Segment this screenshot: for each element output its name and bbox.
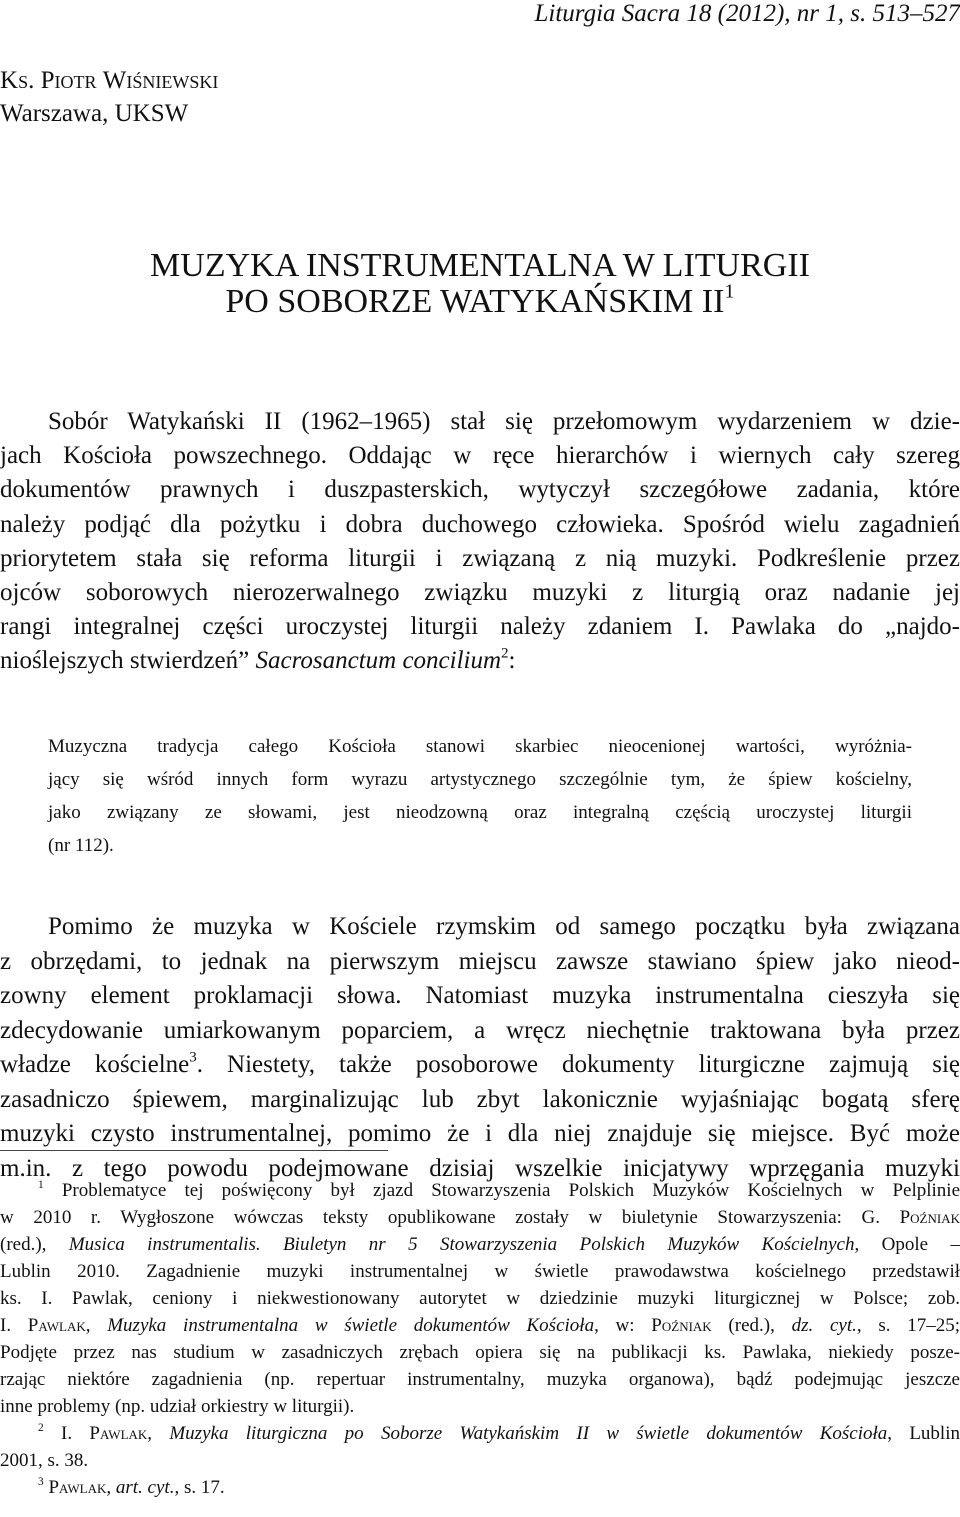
- text-segment: Sobór Watykański II (1962–1965) stał się przełomowym wydarzeniem w dzie-: [48, 408, 960, 435]
- text-segment: władze kościelne: [0, 1051, 190, 1078]
- text-segment: ,: [106, 1477, 116, 1498]
- text-segment: ojców soborowych nierozerwalnego związku muzyki z liturgią oraz nadanie jej: [0, 579, 960, 607]
- text-segment: zasadniczo śpiewem, marginalizując lub zbyt lakonicznie wyjaśniając bogatą sferę: [0, 1085, 960, 1113]
- footnotes: [0, 1177, 960, 1501]
- text-segment: (red.),: [711, 1315, 792, 1336]
- text-line: [0, 473, 960, 507]
- text-segment: w 2010 r. Wygłoszone wówczas teksty opublikowane zostały w biuletynie Stowarzyszenia: G. P: [0, 1207, 911, 1228]
- block-quote: [48, 730, 912, 862]
- text-segment: jako związany ze słowami, jest nieodzowną oraz integralną częścią uroczystej liturgii: [48, 802, 912, 823]
- text-line: [0, 1312, 960, 1339]
- text-segment: m.in. z tego powodu podejmowane dzisiaj wszelkie inicjatywy wprzęgania muzyki: [0, 1154, 960, 1182]
- text-line: [0, 1366, 960, 1393]
- text-segment: nioślejszych stwierdzeń”: [0, 647, 256, 675]
- text-segment: (nr 112).: [48, 835, 114, 856]
- text-line: [48, 763, 912, 796]
- footnote-ref: 1: [38, 1179, 44, 1192]
- text-segment: , w: P: [594, 1315, 662, 1336]
- footnote-ref: 1: [724, 280, 735, 303]
- text-segment: priorytetem stała się reforma liturgii i związaną z nią muzyki. Podkreślenie przez: [0, 544, 960, 572]
- footnote-ref: 2: [501, 645, 509, 662]
- text-line: [0, 576, 960, 610]
- text-line: [0, 1117, 960, 1152]
- text-segment: art. cyt.: [115, 1477, 175, 1498]
- text-segment: awlak: [59, 1477, 107, 1498]
- text-segment: , s. 17.: [174, 1477, 225, 1498]
- author-affiliation: Warszawa, UKSW: [0, 100, 189, 127]
- text-segment: s.: [18, 67, 41, 94]
- text-segment: ks. I. Pawlak, ceniony i niekwestionowany autorytet w dziedzinie muzyki liturgicznej w Polsce; zob.: [0, 1288, 960, 1309]
- text-segment: Podjęte przez nas studium w zasadniczych zrębach opiera się na publikacji ks. Pawlaka, niekiedy posze-: [0, 1342, 960, 1363]
- text-segment: należy podjąć dla pożytku i dobra duchowego człowieka. Spośród wielu zagadnień: [0, 510, 960, 538]
- text-line: [0, 1285, 960, 1312]
- text-segment: 2001, s. 38.: [0, 1450, 89, 1471]
- text-segment: K: [0, 67, 19, 94]
- text-segment: Sacrosanctum concilium: [255, 647, 502, 675]
- text-segment: (red.),: [0, 1234, 69, 1255]
- text-segment: :: [508, 647, 516, 675]
- text-segment: I. P: [0, 1315, 39, 1336]
- text-line: [0, 1177, 960, 1204]
- text-segment: inne problemy (np. udział orkiestry w liturgii).: [0, 1396, 355, 1417]
- text-line: [0, 1231, 960, 1258]
- text-line: [0, 1447, 960, 1474]
- text-segment: ,: [147, 1423, 170, 1444]
- text-line: [0, 542, 960, 576]
- text-segment: z obrzędami, to jednak na pierwszym miejscu zawsze stawiano śpiew jako nieod-: [0, 947, 960, 975]
- text-line: [48, 730, 912, 763]
- text-segment: oźniak: [910, 1207, 960, 1228]
- text-line: [0, 1393, 960, 1420]
- text-line: [0, 405, 960, 439]
- text-segment: I. P: [43, 1423, 100, 1444]
- text-line: [0, 1083, 960, 1118]
- footnote-ref: 3: [189, 1049, 197, 1066]
- text-segment: jący się wśród innych form wyrazu artystycznego szczególnie tym, że śpiew kościelny,: [48, 769, 912, 790]
- text-line: [0, 439, 960, 473]
- text-line: [0, 945, 960, 980]
- text-line: [0, 1474, 960, 1501]
- text-line: [0, 1204, 960, 1231]
- text-line: [0, 1014, 960, 1049]
- text-segment: zowny element proklamacji słowa. Natomiast muzyka instrumentalna cieszyła się: [0, 982, 960, 1009]
- text-segment: Muzyczna tradycja całego Kościoła stanowi skarbiec nieocenionej wartości, wyróżnia-: [48, 736, 912, 757]
- text-line: [0, 979, 960, 1014]
- text-segment: Musica instrumentalis. Biuletyn nr 5 Stowarzyszenia Polskich Muzyków Kościelnych: [68, 1234, 855, 1255]
- author-block: [0, 64, 960, 130]
- text-line: [0, 1258, 960, 1285]
- text-segment: zdecydowanie umiarkowanym poparciem, a wręcz niechętnie traktowana była przez: [0, 1016, 960, 1044]
- text-segment: jach Kościoła powszechnego. Oddając w ręce hierarchów i wiernych cały szereg: [0, 442, 960, 470]
- paragraph-1: [0, 405, 960, 679]
- text-line: [0, 610, 960, 644]
- text-segment: , s. 17–25;: [856, 1315, 960, 1336]
- text-segment: dokumentów prawnych i duszpasterskich, wytyczył szczegółowe zadania, które: [0, 476, 960, 504]
- text-segment: iśniewski: [126, 67, 219, 94]
- text-line: [0, 508, 960, 542]
- text-line: [0, 644, 960, 678]
- text-segment: oźniak: [661, 1315, 712, 1336]
- text-segment: dz. cyt.: [791, 1315, 857, 1336]
- title-line-2: [0, 280, 960, 320]
- text-line: [0, 1339, 960, 1366]
- footnote-ref: 2: [38, 1422, 44, 1435]
- text-segment: muzyki czysto instrumentalnej, pomimo że i dla niej znajduje się miejsce. Być może: [0, 1120, 960, 1147]
- footnote-separator: [0, 1150, 388, 1151]
- text-segment: . Niestety, także posoborowe dokumenty liturgiczne zajmują się: [196, 1051, 960, 1078]
- text-segment: awlak: [99, 1423, 148, 1444]
- text-line: [48, 796, 912, 829]
- journal-citation: Liturgia Sacra 18 (2012), nr 1, s. 513–527: [534, 0, 960, 27]
- footnote-ref: 3: [38, 1476, 44, 1489]
- paragraph-2: [0, 910, 960, 1186]
- text-segment: Pomimo że muzyka w Kościele rzymskim od samego początku była związana: [48, 913, 960, 940]
- article-title: [0, 248, 960, 320]
- text-segment: P: [40, 67, 55, 94]
- text-line: [0, 1420, 960, 1447]
- title-line-2-text: PO SOBORZE WATYKAŃSKIM II: [225, 283, 725, 320]
- text-line: [48, 829, 912, 862]
- title-line-1: MUZYKA INSTRUMENTALNA W LITURGII: [150, 247, 810, 284]
- text-segment: W: [102, 67, 127, 94]
- author-name: [0, 64, 960, 97]
- text-segment: Muzyka instrumentalna w świetle dokumentów Kościoła: [107, 1315, 595, 1336]
- text-segment: Muzyka liturgiczna po Soborze Watykańskim II w świetle dokumentów Kościoła: [169, 1423, 888, 1444]
- text-segment: awlak: [38, 1315, 86, 1336]
- text-segment: rangi integralnej części uroczystej liturgii należy zdaniem I. Pawlaka do „najdo-: [0, 613, 960, 641]
- text-segment: iotr: [54, 67, 103, 94]
- text-segment: ,: [85, 1315, 108, 1336]
- text-segment: rzając niektóre zagadnienia (np. repertuar instrumentalny, muzyka organowa), bądź podejmując jeszcze: [0, 1369, 960, 1390]
- text-segment: , Lublin: [887, 1423, 960, 1444]
- text-line: [0, 1048, 960, 1083]
- text-segment: P: [43, 1477, 60, 1498]
- text-segment: Lublin 2010. Zagadnienie muzyki instrumentalnej w świetle prawodawstwa kościelnego przedstawił: [0, 1261, 960, 1282]
- text-segment: , Opole –: [854, 1234, 960, 1255]
- text-line: [0, 910, 960, 945]
- text-segment: Problematyce tej poświęcony był zjazd Stowarzyszenia Polskich Muzyków Kościelnych w Pelplinie: [43, 1180, 960, 1201]
